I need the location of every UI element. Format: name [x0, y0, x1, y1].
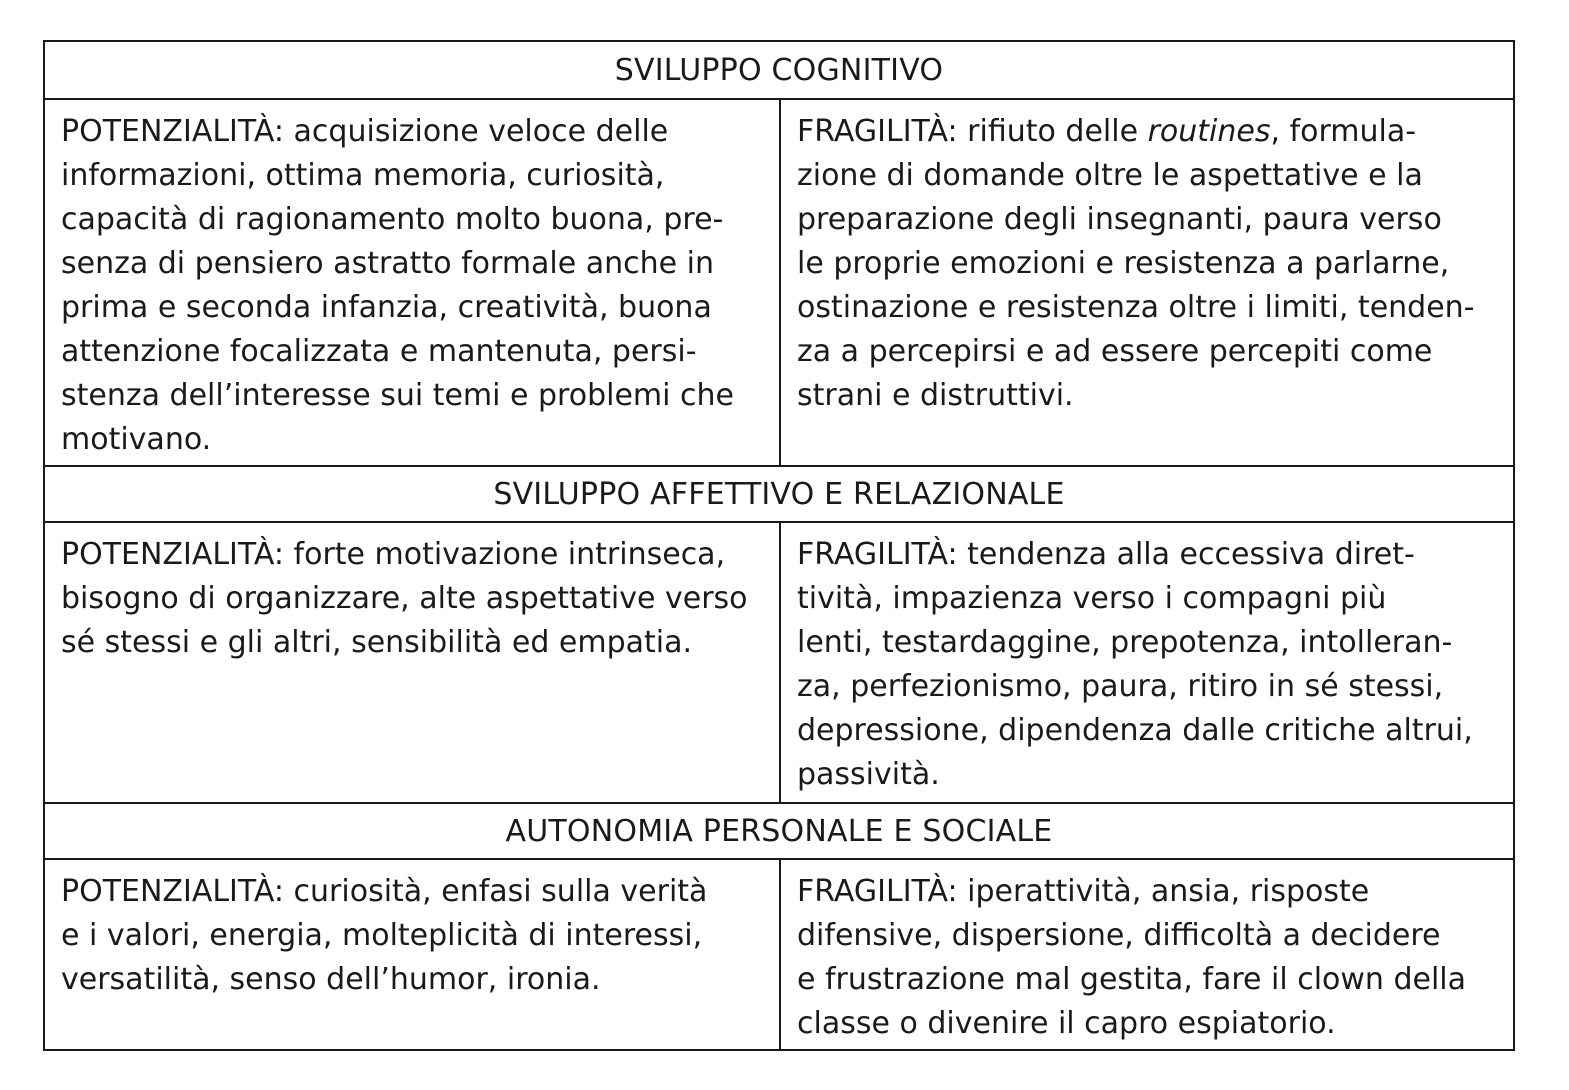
potenzialita-cell [45, 860, 781, 1049]
text-line: e frustrazione mal gestita, fare il clown della [797, 962, 1467, 997]
profile-table [43, 40, 1515, 1051]
section-header-sviluppo-cognitivo: SVILUPPO COGNITIVO [45, 42, 1513, 100]
table-row [45, 100, 1513, 465]
text-line: FRAGILITÀ: iperattività, ansia, risposte [797, 874, 1370, 909]
text-line: zione di domande oltre le aspettative e la [797, 158, 1423, 193]
text-line: le proprie emozioni e resistenza a parlarne, [797, 246, 1450, 281]
text-line: depressione, dipendenza dalle critiche altrui, [797, 713, 1473, 748]
text-line: strani e distruttivi. [797, 378, 1074, 413]
text-line: versatilità, senso dell’humor, ironia. [61, 962, 601, 997]
text-line: POTENZIALITÀ: acquisizione veloce delle [61, 114, 669, 149]
text-line: senza di pensiero astratto formale anche in [61, 246, 714, 281]
table-row [45, 860, 1513, 1049]
text-line: sé stessi e gli altri, sensibilità ed empatia. [61, 625, 693, 660]
text-line: preparazione degli insegnanti, paura verso [797, 202, 1442, 237]
text-line: passività. [797, 757, 940, 792]
text-line: ostinazione e resistenza oltre i limiti, tenden- [797, 290, 1475, 325]
text-line: prima e seconda infanzia, creatività, buona [61, 290, 712, 325]
text-line: difensive, dispersione, difficoltà a decidere [797, 918, 1441, 953]
text-line: POTENZIALITÀ: curiosità, enfasi sulla verità [61, 874, 708, 909]
text-line: POTENZIALITÀ: forte motivazione intrinseca, [61, 537, 726, 572]
text-line: za a percepirsi e ad essere percepiti come [797, 334, 1433, 369]
italic-word: routines [1147, 114, 1271, 149]
section-header-autonomia: AUTONOMIA PERSONALE E SOCIALE [45, 802, 1513, 860]
text-line: classe o divenire il capro espiatorio. [797, 1006, 1336, 1041]
text-line: informazioni, ottima memoria, curiosità, [61, 158, 665, 193]
text-line: FRAGILITÀ: rifiuto delle routines, formula- [797, 114, 1417, 149]
fragilita-cell [781, 860, 1513, 1049]
fragilita-cell [781, 100, 1513, 465]
text-line: bisogno di organizzare, alte aspettative verso [61, 581, 748, 616]
fragilita-cell [781, 523, 1513, 802]
text-line: stenza dell’interesse sui temi e problemi che [61, 378, 734, 413]
text-line: attenzione focalizzata e mantenuta, persi- [61, 334, 697, 369]
potenzialita-cell [45, 100, 781, 465]
potenzialita-cell [45, 523, 781, 802]
table-row [45, 523, 1513, 802]
text-line: motivano. [61, 422, 212, 457]
text-line: e i valori, energia, molteplicità di interessi, [61, 918, 703, 953]
text-line: za, perfezionismo, paura, ritiro in sé stessi, [797, 669, 1444, 704]
text-line: lenti, testardaggine, prepotenza, intolleran- [797, 625, 1453, 660]
text-line: FRAGILITÀ: tendenza alla eccessiva diret- [797, 537, 1415, 572]
section-header-sviluppo-affettivo: SVILUPPO AFFETTIVO E RELAZIONALE [45, 465, 1513, 523]
text-line: capacità di ragionamento molto buona, pre- [61, 202, 724, 237]
text-line: tività, impazienza verso i compagni più [797, 581, 1387, 616]
